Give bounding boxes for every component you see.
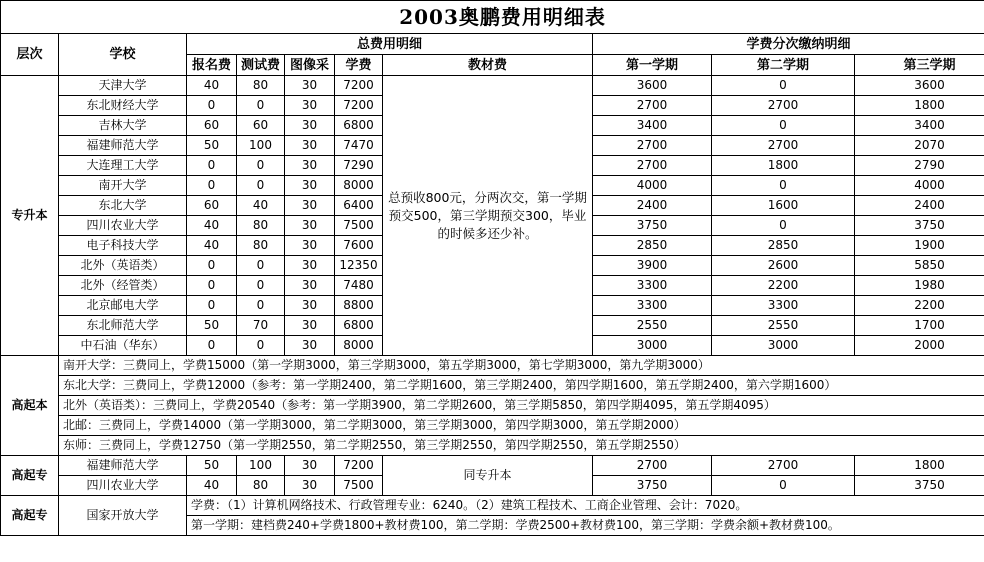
header-photo-fee: 图像采 (285, 55, 335, 76)
table-row (1, 436, 984, 456)
level-gqb: 高起本 (1, 356, 59, 456)
term2-cell: 1600 (712, 196, 855, 216)
test-fee-cell: 0 (237, 156, 285, 176)
school-cell: 东北财经大学 (59, 96, 187, 116)
test-fee-cell: 0 (237, 336, 285, 356)
reg-fee-cell: 60 (187, 116, 237, 136)
school-cell: 大连理工大学 (59, 156, 187, 176)
table-row (1, 496, 984, 516)
header-test-fee: 测试费 (237, 55, 285, 76)
gqb-note-line: 北外（英语类）：三费同上，学费20540（参考：第一学期3900，第二学期2600，第三学期5850，第四学期4095，第五学期4095） (59, 396, 984, 416)
test-fee-cell: 0 (237, 256, 285, 276)
header-level: 层次 (1, 34, 59, 76)
gqb-note-line: 南开大学：三费同上，学费15000（第一学期3000，第三学期3000，第五学期3000，第七学期3000，第九学期3000） (59, 356, 984, 376)
photo-fee-cell: 30 (285, 336, 335, 356)
table-row (1, 76, 984, 96)
table-row (1, 456, 984, 476)
header-term2: 第二学期 (712, 55, 855, 76)
photo-fee-cell: 30 (285, 256, 335, 276)
header-installments-group: 学费分次缴纳明细 (593, 34, 984, 55)
open-payment-line: 第一学期：建档费240+学费1800+教材费100，第二学期：学费2500+教材费100，第三学期：学费余额+教材费100。 (187, 516, 984, 536)
school-cell: 电子科技大学 (59, 236, 187, 256)
photo-fee-cell: 30 (285, 216, 335, 236)
term3-cell: 1800 (855, 96, 984, 116)
term3-cell: 3750 (855, 216, 984, 236)
test-fee-cell: 70 (237, 316, 285, 336)
test-fee-cell: 0 (237, 276, 285, 296)
term3-cell: 3750 (855, 476, 984, 496)
test-fee-cell: 80 (237, 216, 285, 236)
table-row (1, 416, 984, 436)
term3-cell: 3600 (855, 76, 984, 96)
school-cell: 中石油（华东） (59, 336, 187, 356)
photo-fee-cell: 30 (285, 456, 335, 476)
tuition-cell: 7480 (335, 276, 383, 296)
tuition-cell: 7200 (335, 96, 383, 116)
term3-cell: 5850 (855, 256, 984, 276)
photo-fee-cell: 30 (285, 316, 335, 336)
textbook-note-zsb: 总预收800元，分两次交，第一学期预交500，第三学期预交300，毕业的时候多还少补。 (383, 76, 593, 356)
tuition-cell: 6400 (335, 196, 383, 216)
school-cell: 东北师范大学 (59, 316, 187, 336)
term2-cell: 2850 (712, 236, 855, 256)
test-fee-cell: 0 (237, 296, 285, 316)
header-school: 学校 (59, 34, 187, 76)
table-row (1, 356, 984, 376)
tuition-cell: 7500 (335, 216, 383, 236)
photo-fee-cell: 30 (285, 276, 335, 296)
reg-fee-cell: 60 (187, 196, 237, 216)
term3-cell: 1700 (855, 316, 984, 336)
header-term1: 第一学期 (593, 55, 712, 76)
test-fee-cell: 100 (237, 456, 285, 476)
test-fee-cell: 80 (237, 476, 285, 496)
open-tuition-line: 学费：（1）计算机网络技术、行政管理专业：6240。（2）建筑工程技术、工商企业管理、会计：7020。 (187, 496, 984, 516)
reg-fee-cell: 40 (187, 236, 237, 256)
term2-cell: 0 (712, 176, 855, 196)
photo-fee-cell: 30 (285, 76, 335, 96)
term3-cell: 2000 (855, 336, 984, 356)
term2-cell: 2550 (712, 316, 855, 336)
tuition-cell: 7290 (335, 156, 383, 176)
term2-cell: 2700 (712, 136, 855, 156)
term1-cell: 3750 (593, 216, 712, 236)
school-cell: 福建师范大学 (59, 456, 187, 476)
term1-cell: 2700 (593, 136, 712, 156)
table-row (1, 396, 984, 416)
tuition-cell: 6800 (335, 316, 383, 336)
term1-cell: 2400 (593, 196, 712, 216)
test-fee-cell: 100 (237, 136, 285, 156)
term1-cell: 2550 (593, 316, 712, 336)
term1-cell: 2700 (593, 96, 712, 116)
level-open: 高起专 (1, 496, 59, 536)
term1-cell: 3300 (593, 276, 712, 296)
term3-cell: 4000 (855, 176, 984, 196)
reg-fee-cell: 0 (187, 296, 237, 316)
term1-cell: 2700 (593, 456, 712, 476)
term1-cell: 3750 (593, 476, 712, 496)
table-row (1, 376, 984, 396)
term1-cell: 3000 (593, 336, 712, 356)
reg-fee-cell: 40 (187, 476, 237, 496)
school-cell: 天津大学 (59, 76, 187, 96)
header-tuition: 学费 (335, 55, 383, 76)
page-title: 2003奥鹏费用明细表 (1, 1, 984, 34)
school-cell: 福建师范大学 (59, 136, 187, 156)
test-fee-cell: 40 (237, 196, 285, 216)
term2-cell: 3000 (712, 336, 855, 356)
header-reg-fee: 报名费 (187, 55, 237, 76)
photo-fee-cell: 30 (285, 156, 335, 176)
photo-fee-cell: 30 (285, 96, 335, 116)
term1-cell: 3600 (593, 76, 712, 96)
textbook-note-gqz: 同专升本 (383, 456, 593, 496)
school-cell: 北外（经管类） (59, 276, 187, 296)
reg-fee-cell: 0 (187, 276, 237, 296)
photo-fee-cell: 30 (285, 296, 335, 316)
tuition-cell: 6800 (335, 116, 383, 136)
school-cell: 北京邮电大学 (59, 296, 187, 316)
test-fee-cell: 0 (237, 176, 285, 196)
term2-cell: 2600 (712, 256, 855, 276)
photo-fee-cell: 30 (285, 116, 335, 136)
term1-cell: 2850 (593, 236, 712, 256)
tuition-cell: 12350 (335, 256, 383, 276)
term3-cell: 3400 (855, 116, 984, 136)
reg-fee-cell: 0 (187, 336, 237, 356)
term2-cell: 2200 (712, 276, 855, 296)
term3-cell: 1800 (855, 456, 984, 476)
term1-cell: 4000 (593, 176, 712, 196)
reg-fee-cell: 40 (187, 216, 237, 236)
header-textbook: 教材费 (383, 55, 593, 76)
term1-cell: 3900 (593, 256, 712, 276)
tuition-cell: 8000 (335, 336, 383, 356)
reg-fee-cell: 50 (187, 456, 237, 476)
term1-cell: 3300 (593, 296, 712, 316)
reg-fee-cell: 0 (187, 256, 237, 276)
tuition-cell: 7200 (335, 456, 383, 476)
term3-cell: 2200 (855, 296, 984, 316)
term2-cell: 0 (712, 216, 855, 236)
test-fee-cell: 0 (237, 96, 285, 116)
tuition-cell: 8000 (335, 176, 383, 196)
school-cell: 四川农业大学 (59, 216, 187, 236)
gqb-note-line: 北邮：三费同上，学费14000（第一学期3000，第二学期3000，第三学期3000，第四学期3000，第五学期2000） (59, 416, 984, 436)
term2-cell: 0 (712, 476, 855, 496)
term3-cell: 2070 (855, 136, 984, 156)
gqb-note-line: 东师：三费同上，学费12750（第一学期2550，第二学期2550，第三学期2550，第四学期2550，第五学期2550） (59, 436, 984, 456)
photo-fee-cell: 30 (285, 136, 335, 156)
reg-fee-cell: 0 (187, 176, 237, 196)
reg-fee-cell: 50 (187, 136, 237, 156)
level-zsb: 专升本 (1, 76, 59, 356)
term2-cell: 0 (712, 116, 855, 136)
term3-cell: 2400 (855, 196, 984, 216)
tuition-cell: 7200 (335, 76, 383, 96)
school-cell: 吉林大学 (59, 116, 187, 136)
term2-cell: 1800 (712, 156, 855, 176)
reg-fee-cell: 50 (187, 316, 237, 336)
school-cell: 南开大学 (59, 176, 187, 196)
level-gqz: 高起专 (1, 456, 59, 496)
gqb-note-line: 东北大学：三费同上，学费12000（参考：第一学期2400，第二学期1600，第三学期2400，第四学期1600，第五学期2400，第六学期1600） (59, 376, 984, 396)
school-cell: 东北大学 (59, 196, 187, 216)
header-total-group: 总费用明细 (187, 34, 593, 55)
term3-cell: 1900 (855, 236, 984, 256)
term2-cell: 2700 (712, 96, 855, 116)
term3-cell: 1980 (855, 276, 984, 296)
photo-fee-cell: 30 (285, 176, 335, 196)
photo-fee-cell: 30 (285, 476, 335, 496)
reg-fee-cell: 40 (187, 76, 237, 96)
reg-fee-cell: 0 (187, 156, 237, 176)
test-fee-cell: 60 (237, 116, 285, 136)
test-fee-cell: 80 (237, 76, 285, 96)
tuition-cell: 8800 (335, 296, 383, 316)
term2-cell: 0 (712, 76, 855, 96)
school-cell: 国家开放大学 (59, 496, 187, 536)
term2-cell: 2700 (712, 456, 855, 476)
term3-cell: 2790 (855, 156, 984, 176)
test-fee-cell: 80 (237, 236, 285, 256)
photo-fee-cell: 30 (285, 196, 335, 216)
school-cell: 四川农业大学 (59, 476, 187, 496)
term1-cell: 2700 (593, 156, 712, 176)
header-term3: 第三学期 (855, 55, 984, 76)
school-cell: 北外（英语类） (59, 256, 187, 276)
tuition-cell: 7500 (335, 476, 383, 496)
term2-cell: 3300 (712, 296, 855, 316)
tuition-cell: 7470 (335, 136, 383, 156)
photo-fee-cell: 30 (285, 236, 335, 256)
reg-fee-cell: 0 (187, 96, 237, 116)
term1-cell: 3400 (593, 116, 712, 136)
tuition-cell: 7600 (335, 236, 383, 256)
